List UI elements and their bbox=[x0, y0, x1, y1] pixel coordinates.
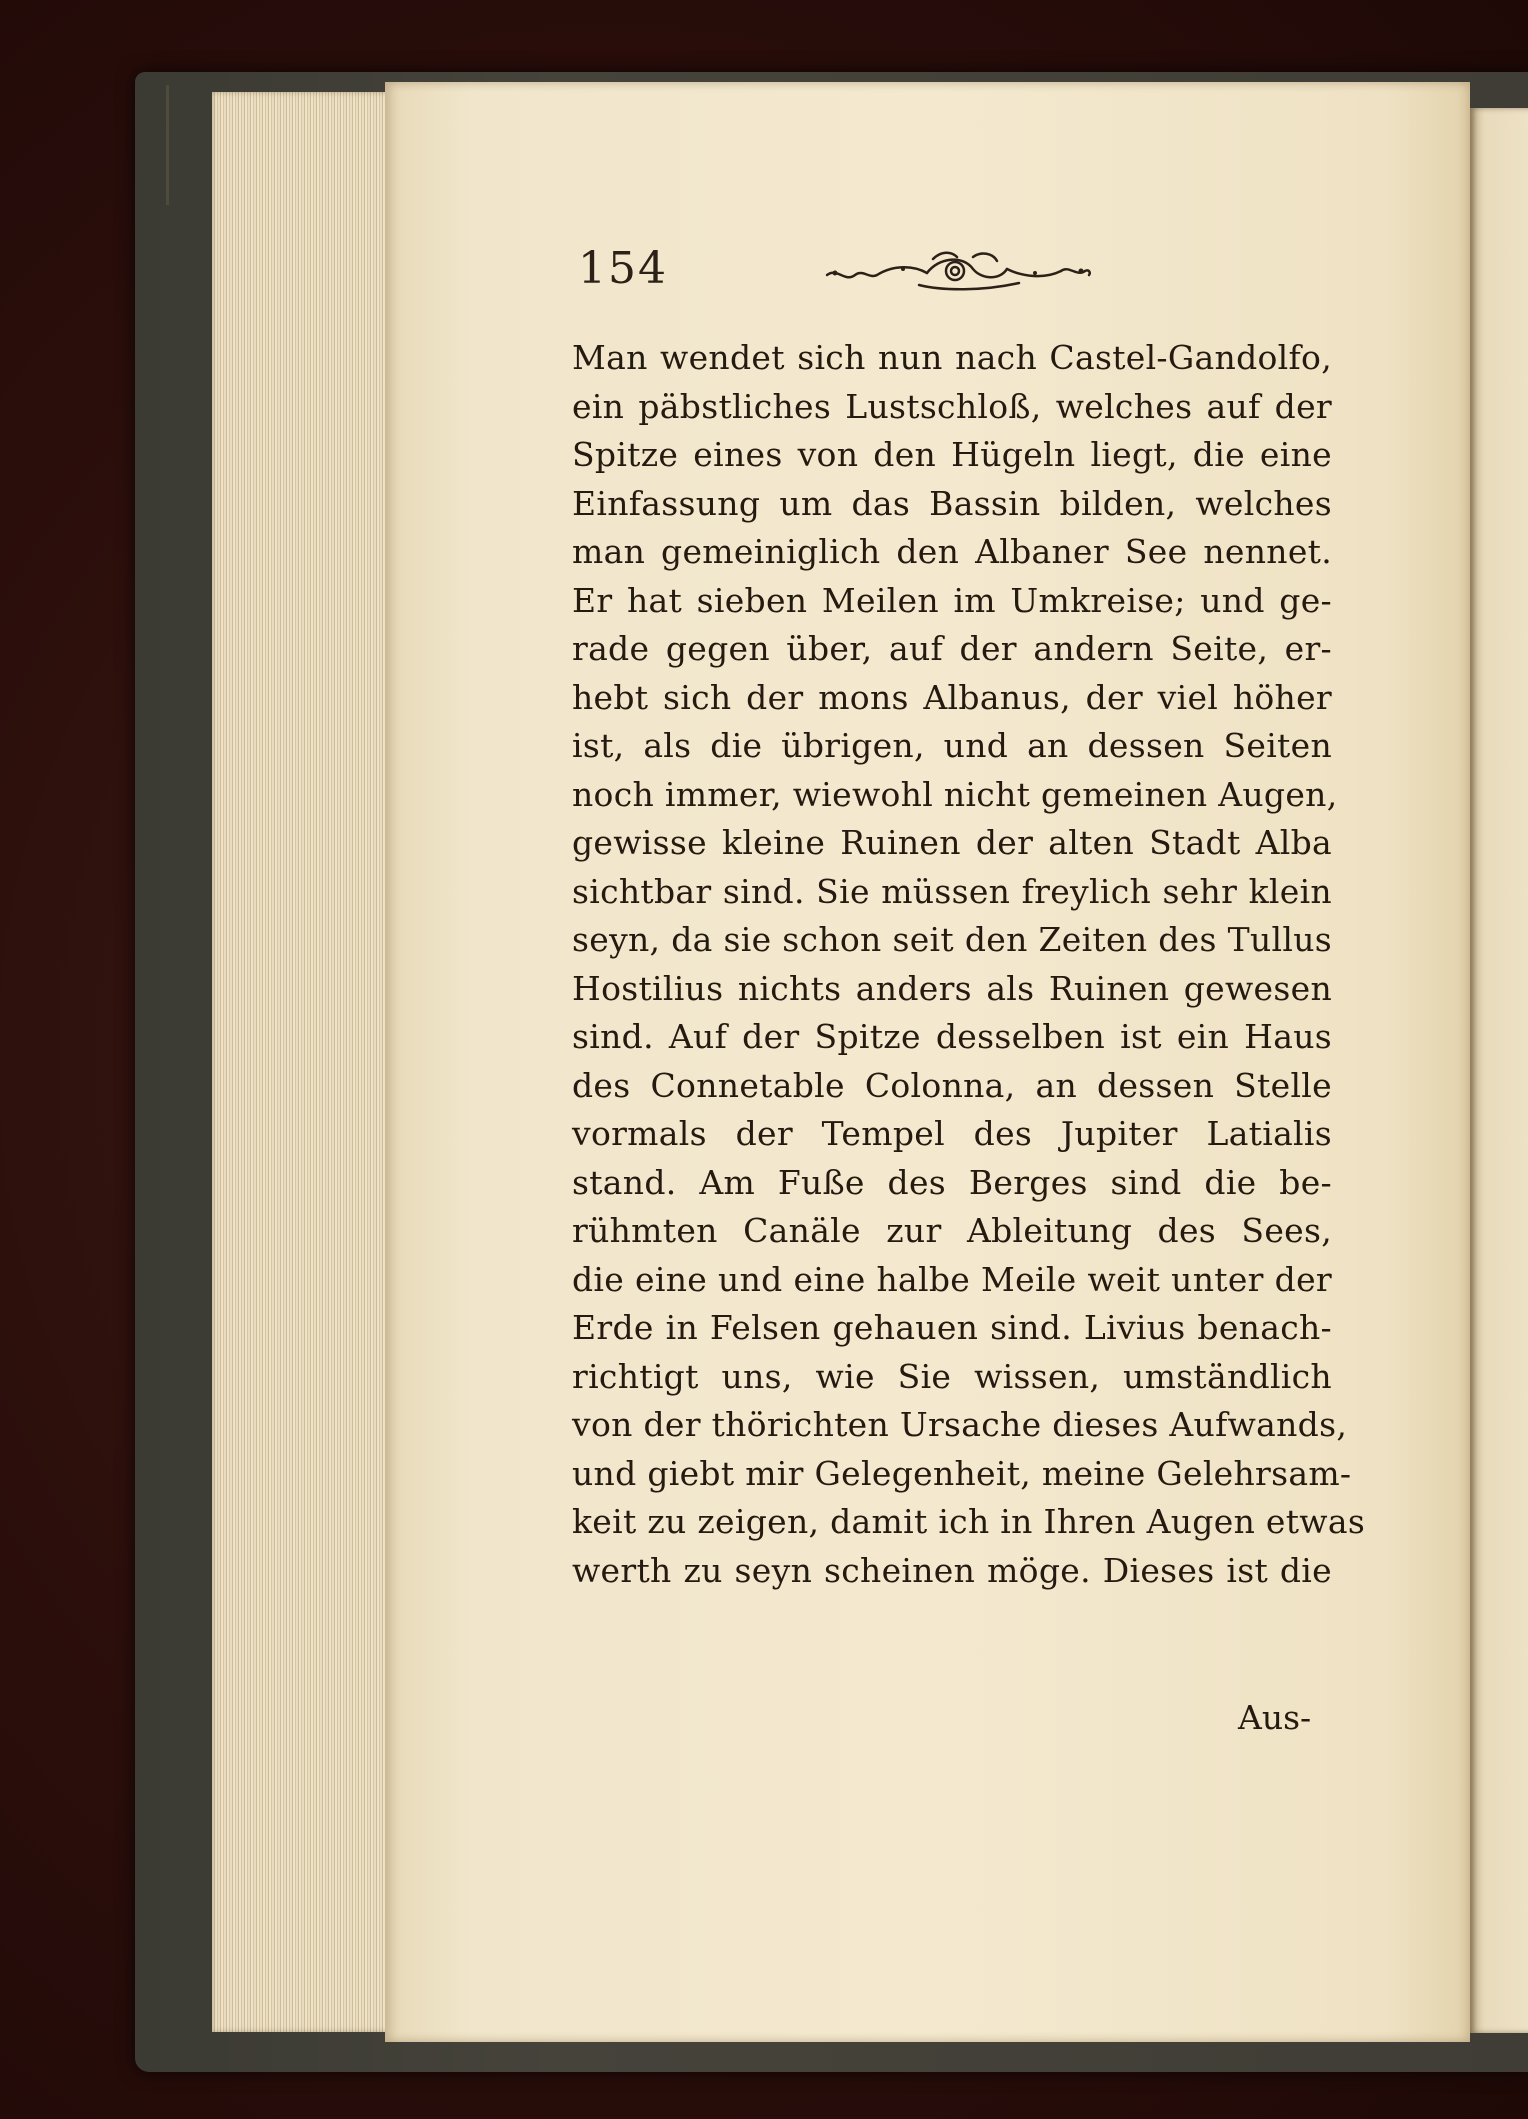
page-edges bbox=[212, 92, 390, 2032]
text-line: Er hat sieben Meilen im Umkreise; und ge- bbox=[572, 580, 1332, 620]
text-line: seyn, da sie schon seit den Zeiten des Tullus bbox=[572, 920, 1332, 959]
text-line: hebt sich der mons Albanus, der viel höher bbox=[572, 677, 1332, 717]
text-line: keit zu zeigen, damit ich in Ihren Augen etwas bbox=[572, 1502, 1366, 1541]
text-line: Spitze eines von den Hügeln liegt, die eine bbox=[572, 435, 1332, 474]
cover-strap bbox=[140, 85, 169, 205]
page-number: 154 bbox=[578, 243, 668, 294]
text-line: vormals der Tempel des Jupiter Latialis bbox=[572, 1114, 1332, 1153]
text-line: richtigt uns, wie Sie wissen, umständlich bbox=[572, 1356, 1332, 1396]
text-line: sind. Auf der Spitze desselben ist ein Haus bbox=[572, 1017, 1332, 1056]
text-line: des Connetable Colonna, an dessen Stelle bbox=[572, 1065, 1332, 1105]
text-line: Man wendet sich nun nach Castel-Gandolfo, bbox=[572, 338, 1332, 377]
text-line: Erde in Felsen gehauen sind. Livius benach- bbox=[572, 1308, 1332, 1347]
text-line: noch immer, wiewohl nicht gemeinen Augen, bbox=[572, 774, 1338, 814]
headpiece-ornament-icon bbox=[823, 247, 1093, 299]
catchword: Aus- bbox=[1238, 1698, 1312, 1737]
text-line: Hostilius nichts anders als Ruinen gewesen bbox=[572, 968, 1332, 1008]
text-line: ist, als die übrigen, und an dessen Seiten bbox=[572, 726, 1332, 765]
text-line: man gemeiniglich den Albaner See nennet. bbox=[572, 532, 1332, 571]
text-line: und giebt mir Gelegenheit, meine Gelehrsam- bbox=[572, 1453, 1352, 1493]
text-line: rade gegen über, auf der andern Seite, er- bbox=[572, 629, 1332, 668]
text-line: Einfassung um das Bassin bilden, welches bbox=[572, 483, 1332, 523]
text-line: von der thörichten Ursache dieses Aufwands, bbox=[572, 1405, 1348, 1444]
text-line: rühmten Canäle zur Ableitung des Sees, bbox=[572, 1211, 1332, 1250]
facing-page-edge bbox=[1470, 108, 1528, 2033]
text-line: gewisse kleine Ruinen der alten Stadt Alba bbox=[572, 823, 1332, 862]
body-text bbox=[572, 334, 1366, 1595]
text-line: werth zu seyn scheinen möge. Dieses ist die bbox=[572, 1550, 1332, 1590]
text-line: stand. Am Fuße des Berges sind die be- bbox=[572, 1162, 1332, 1202]
text-line: ein päbstliches Lustschloß, welches auf der bbox=[572, 386, 1332, 426]
text-line: sichtbar sind. Sie müssen freylich sehr klein bbox=[572, 871, 1332, 911]
text-line: die eine und eine halbe Meile weit unter der bbox=[572, 1259, 1332, 1299]
page-header bbox=[578, 243, 1118, 307]
